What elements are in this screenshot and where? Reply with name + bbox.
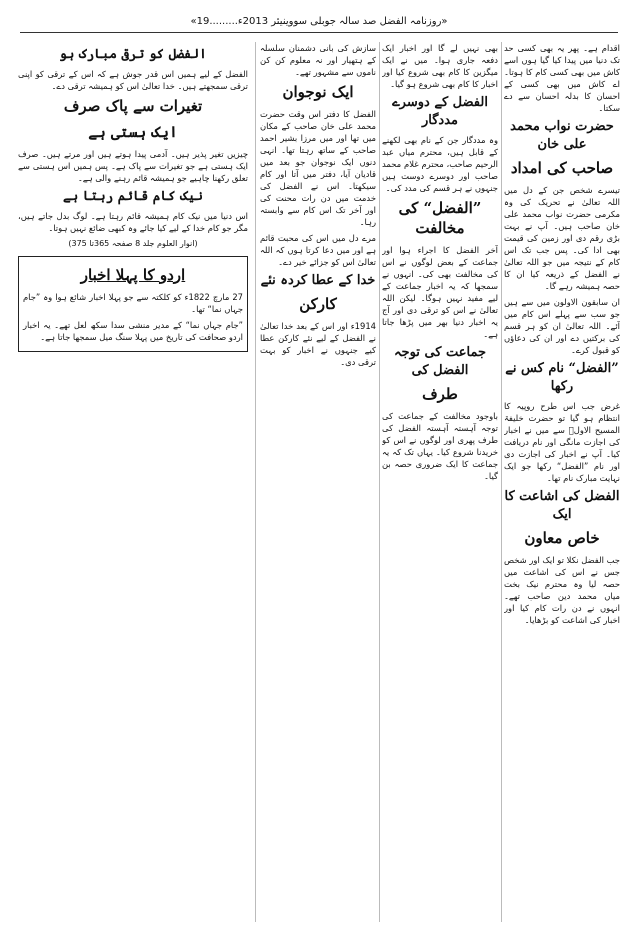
heading-taraf: طرف bbox=[422, 385, 458, 403]
heading-khaas-muawin: خاص معاون bbox=[524, 529, 600, 547]
col2-paragraph: وہ مددگار جن کے نام بھی لکھنے کے قابل ہیں، محترم میاں عبد الرحیم صاحب، محترم غلام محمد صاحب اور دوسرے دوست ہیں جنہوں نے ہر قسم کی مدد کی۔ bbox=[382, 135, 498, 193]
heading-doosre-madadgar: الفضل کے دوسرے مددگار bbox=[392, 95, 488, 128]
box-paragraph: 27 مارچ 1822ء کو کلکتہ سے جو پہلا اخبار شائع ہوا وہ ”جام جہاں نما“ تھا۔ bbox=[23, 292, 243, 314]
column-divider bbox=[255, 42, 256, 922]
heading-taghayyurat: تغیرات سے پاک صرف bbox=[63, 97, 203, 115]
col4-paragraph: اس دنیا میں نیک کام ہمیشہ قائم رہتا ہے۔ لوگ بدل جاتے ہیں، مگر جو کام خدا کے لیے کیا جائے وہ کبھی ضائع نہیں ہوتا۔ bbox=[18, 211, 248, 233]
heading-ek-naujawan: ایک نوجوان bbox=[282, 83, 354, 101]
heading-khuda-ke-ata-karda: خدا کے عطا کردہ نئے bbox=[260, 273, 376, 288]
heading-ek-hasti: ایک ہستی ہے bbox=[88, 123, 178, 141]
col2-paragraph: آخر الفضل کا اجراء ہوا اور جماعت کے بعض لوگوں نے اس کی مخالفت بھی کی۔ انہوں نے سمجھا کہ یہ اخبار جماعت کے لیے مفید نہیں ہوگا۔ لیکن اللہ تعالیٰ نے اس کو ترقی دی اور آج یہ اخبار دنیا بھر میں پڑھا جاتا ہے۔ bbox=[382, 245, 498, 339]
heading-taraqqi-mubarak: الفضل کو ترقی مبارک ہو bbox=[59, 47, 207, 62]
heading-mukhalifat: ”الفضل“ کی مخالفت bbox=[398, 199, 482, 237]
column-3 bbox=[260, 42, 376, 922]
column-1 bbox=[504, 42, 620, 922]
heading-jamaat-ki-tawajjoh: جماعت کی توجہ الفضل کی bbox=[393, 345, 487, 378]
col1-paragraph: جب الفضل نکلا تو ایک اور شخص جس نے اس کی اشاعت میں حصہ لیا وہ محترم نیک بخت میاں محمد دین صاحب تھے۔ انہوں نے دن رات کام کیا اور اخبار کی اشاعت کو بڑھایا۔ bbox=[504, 555, 620, 625]
reference-citation: (انوار العلوم جلد 8 صفحہ 365تا 375) bbox=[68, 239, 198, 248]
heading-ishaat-ka-ek: الفضل کی اشاعت کا ایک bbox=[504, 489, 620, 522]
urdu-first-newspaper-box bbox=[18, 256, 248, 352]
column-divider bbox=[501, 42, 502, 922]
col1-paragraph: ان سابقون الاولون میں سے ہیں جو سب سے پہلے اس کام میں آئے۔ اللہ تعالیٰ ان کو ہر قسم کی برکتیں دے اور ان کی دعاؤں کو قبول کرے۔ bbox=[504, 297, 620, 355]
heading-urdu-ka-pehla-akhbar: اردو کا پہلا اخبار bbox=[80, 266, 186, 284]
page-header: «روزنامہ الفضل صد سالہ جوبلی سووینیئر 2013ء.........19» bbox=[20, 14, 618, 33]
col1-intro: اقدام ہے۔ پھر یہ بھی کسی حد تک دنیا میں پیدا کیا گیا ہوں اسے کاش میں بھی کسی کام کا ہوتا۔ اے کاش میں بھی کسی کے احسان کا بدلہ احسان سے دے سکتا۔ bbox=[504, 43, 620, 113]
heading-nawab-mohammad-ali-khan: حضرت نواب محمد علی خان bbox=[510, 119, 614, 152]
heading-karkun: کارکن bbox=[299, 295, 337, 313]
box-paragraph: ”جام جہاں نما“ کے مدیر منشی سدا سکھ لعل تھے۔ یہ اخبار اردو صحافت کی تاریخ میں پہلا سنگ میل سمجھا جاتا ہے۔ bbox=[23, 320, 243, 342]
column-2 bbox=[382, 42, 498, 922]
col3-paragraph: 1914ء اور اس کے بعد خدا تعالیٰ نے الفضل کے لیے نئے کارکن عطا کیے جنہوں نے اخبار کو بہت ترقی دی۔ bbox=[260, 321, 376, 367]
col3-paragraph: سازش کی بانی دشمنان سلسلہ کے ہتھیار اور نہ معلوم کن کن ناموں سے مشہور تھے۔ bbox=[260, 43, 376, 77]
heading-nek-kaam: نیک کام قائم رہتا ہے bbox=[63, 189, 203, 204]
col3-paragraph: الفضل کا دفتر اس وقت حضرت محمد علی خان صاحب کے مکان میں تھا اور میں مرزا بشیر احمد صاحب کے ساتھ رہتا تھا۔ انہی دنوں ایک نوجوان جو بعد میں قادیان آیا، دفتر میں آتا اور کام سیکھتا۔ اس نے الفضل کی خدمت میں دن رات محنت کی اور آخر تک اس کام سے وابستہ رہا۔ bbox=[260, 109, 376, 227]
col1-paragraph: غرض جب اس طرح روپیہ کا انتظام ہو گیا تو حضرت خلیفۃ المسیح الاولؓ سے میں نے اخبار کی اجازت مانگی اور نام دریافت کیا۔ آپ نے اخبار کی اجازت دی اور نام ”الفضل“ رکھا جو ایک نہایت مبارک نام تھا۔ bbox=[504, 401, 620, 483]
column-4 bbox=[18, 42, 248, 922]
col4-paragraph: چیزیں تغیر پذیر ہیں۔ آدمی پیدا ہوتے ہیں اور مرتے ہیں۔ صرف ایک ہستی ہے جو تغیرات سے پاک ہے۔ پس ہمیں اس ہستی سے تعلق رکھنا چاہیے جو ہمیشہ قائم رہنے والی ہے۔ bbox=[18, 149, 248, 183]
col2-paragraph: باوجود مخالفت کے جماعت کی توجہ آہستہ آہستہ الفضل کی طرف پھری اور لوگوں نے اس کو خریدنا شروع کیا۔ یہاں تک کہ یہ جماعت کا ایک ضروری حصہ بن گیا۔ bbox=[382, 411, 498, 481]
heading-sahib-ki-imdad: صاحب کی امداد bbox=[510, 159, 614, 177]
column-divider bbox=[379, 42, 380, 922]
col4-paragraph: الفضل کے لیے ہمیں اس قدر جوش ہے کہ اس کے ترقی کو اپنی ترقی سمجھتے ہیں۔ خدا تعالیٰ اس کو ہمیشہ ترقی دے۔ bbox=[18, 69, 248, 91]
col2-paragraph: بھی نہیں لے گا اور اخبار ایک دفعہ جاری ہوا۔ میں نے ایک میگزین کا کام بھی شروع کیا اور اخبار کا کام بھی شروع ہو گیا۔ bbox=[382, 43, 498, 89]
col1-paragraph: تیسرے شخص جن کے دل میں اللہ تعالیٰ نے تحریک کی وہ مکرمی حضرت نواب محمد علی خان صاحب ہیں۔ آپ نے بہت بڑی رقم دی اور زمین کی قیمت بھی ادا کی۔ پس جب تک اس کام کے نتیجہ میں جو اللہ تعالیٰ نے الفضل کے ذریعہ کیا ان کا حصہ ہمیشہ رہے گا۔ bbox=[504, 185, 620, 291]
col3-paragraph: مرے دل میں اس کی محبت قائم ہے اور میں دعا کرتا ہوں کہ اللہ تعالیٰ اس کو جزائے خیر دے۔ bbox=[260, 233, 376, 267]
heading-name-kis-ne-rakha: ”الفضل“ نام کس نے رکھا bbox=[505, 361, 619, 394]
